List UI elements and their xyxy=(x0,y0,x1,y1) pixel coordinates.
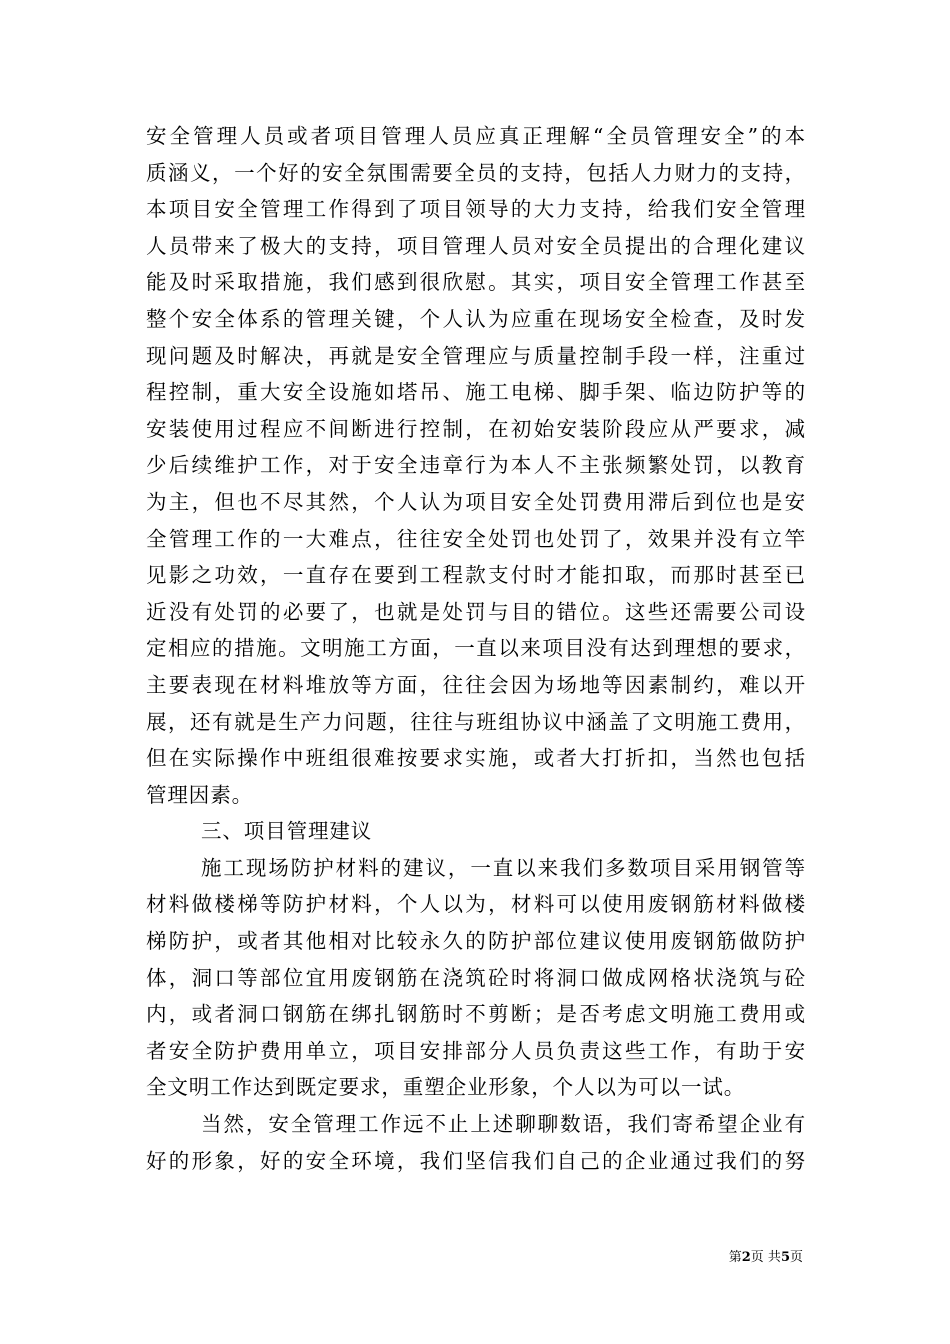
text-line: 见影之功效，一直存在要到工程款支付时才能扣取，而那时甚至已 xyxy=(146,563,806,588)
text-line: 当然，安全管理工作远不止上述聊聊数语，我们寄希望企业有 xyxy=(201,1112,806,1137)
text-line: 人员带来了极大的支持，项目管理人员对安全员提出的合理化建议 xyxy=(146,233,806,258)
total-page-number: 5 xyxy=(780,1250,790,1265)
footer-prefix: 第 xyxy=(728,1250,742,1265)
text-line: 者安全防护费用单立，项目安排部分人员负责这些工作，有助于安 xyxy=(146,1038,806,1063)
text-line: 能及时采取措施，我们感到很欣慰。其实，项目安全管理工作甚至 xyxy=(146,270,806,295)
text-line: 主要表现在材料堆放等方面，往往会因为场地等因素制约，难以开 xyxy=(146,672,806,697)
text-line: 整个安全体系的管理关键，个人认为应重在现场安全检查，及时发 xyxy=(146,306,806,331)
text-line: 材料做楼梯等防护材料，个人以为，材料可以使用废钢筋材料做楼 xyxy=(146,892,806,917)
text-line: 施工现场防护材料的建议，一直以来我们多数项目采用钢管等 xyxy=(201,855,806,880)
text-line: 为主，但也不尽其然，个人认为项目安全处罚费用滞后到位也是安 xyxy=(146,489,806,514)
text-line: 安装使用过程应不间断进行控制，在初始安装阶段应从严要求，减 xyxy=(146,416,806,441)
text-line: 程控制，重大安全设施如塔吊、施工电梯、脚手架、临边防护等的 xyxy=(146,380,806,405)
text-line: 少后续维护工作，对于安全违章行为本人不主张频繁处罚，以教育 xyxy=(146,453,806,478)
footer-middle: 页 共 xyxy=(750,1250,781,1265)
text-line: 本项目安全管理工作得到了项目领导的大力支持，给我们安全管理 xyxy=(146,197,806,222)
text-line: 全管理工作的一大难点，往往安全处罚也处罚了，效果并没有立竿 xyxy=(146,526,806,551)
text-line: 展，还有就是生产力问题，往往与班组协议中涵盖了文明施工费用， xyxy=(146,709,806,734)
text-line: 质涵义，一个好的安全氛围需要全员的支持，包括人力财力的支持， xyxy=(146,160,806,185)
page-footer xyxy=(729,1246,803,1265)
text-line: 体，洞口等部位宜用废钢筋在浇筑砼时将洞口做成网格状浇筑与砼 xyxy=(146,965,806,990)
text-line: 全文明工作达到既定要求，重塑企业形象，个人以为可以一试。 xyxy=(146,1075,746,1100)
text-line: 定相应的措施。文明施工方面，一直以来项目没有达到理想的要求， xyxy=(146,636,806,661)
text-line: 现问题及时解决，再就是安全管理应与质量控制手段一样，注重过 xyxy=(146,343,806,368)
body-text xyxy=(146,118,806,1179)
text-line: 内，或者洞口钢筋在绑扎钢筋时不剪断；是否考虑文明施工费用或 xyxy=(146,1002,806,1027)
current-page-number: 2 xyxy=(741,1250,751,1265)
footer-suffix: 页 xyxy=(789,1250,803,1265)
text-line: 管理因素。 xyxy=(146,782,253,807)
section-heading: 三、项目管理建议 xyxy=(201,819,373,844)
text-line: 好的形象，好的安全环境，我们坚信我们自己的企业通过我们的努 xyxy=(146,1148,806,1173)
text-line: 近没有处罚的必要了，也就是处罚与目的错位。这些还需要公司设 xyxy=(146,599,806,624)
text-line: 安全管理人员或者项目管理人员应真正理解“全员管理安全”的本 xyxy=(146,124,806,148)
text-line: 梯防护，或者其他相对比较永久的防护部位建议使用废钢筋做防护 xyxy=(146,929,806,954)
text-line: 但在实际操作中班组很难按要求实施，或者大打折扣，当然也包括 xyxy=(146,746,806,771)
